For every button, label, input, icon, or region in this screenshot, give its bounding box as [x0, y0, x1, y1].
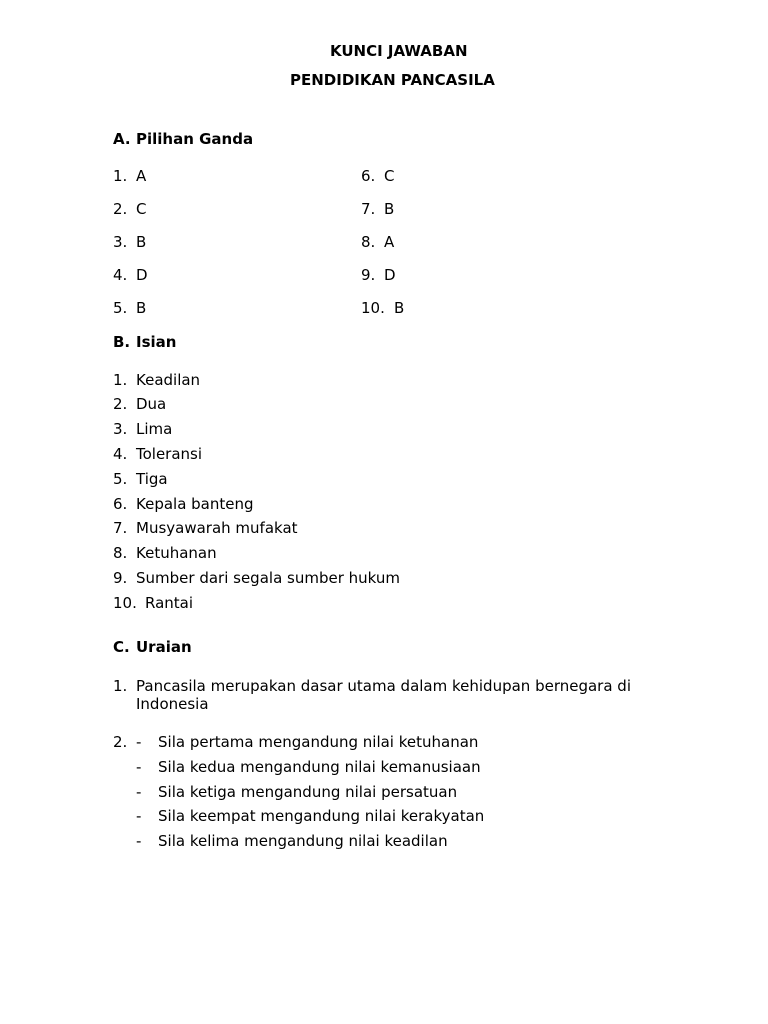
mc-answer: D [384, 266, 396, 284]
mc-number: 7. [361, 200, 376, 218]
mc-answer: B [136, 233, 147, 251]
mc-answer: C [136, 200, 147, 218]
list-number: 4. [113, 445, 128, 463]
list-item: Lima [136, 420, 173, 438]
list-number: 10. [113, 594, 137, 612]
list-item: Keadilan [136, 371, 201, 389]
mc-number: 4. [113, 266, 128, 284]
mc-number: 6. [361, 167, 376, 185]
bullet-dash: - [136, 832, 142, 850]
mc-answer: A [136, 167, 147, 185]
bullet-point: Sila keempat mengandung nilai kerakyatan [158, 807, 485, 825]
list-item: Dua [136, 395, 167, 413]
list-item: Musyawarah mufakat [136, 519, 298, 537]
section-b-heading: Isian [136, 333, 177, 351]
mc-answer: C [384, 167, 395, 185]
mc-answer: D [136, 266, 148, 284]
list-number: 7. [113, 519, 128, 537]
mc-answer: A [384, 233, 395, 251]
mc-answer: B [384, 200, 395, 218]
bullet-dash: - [136, 807, 142, 825]
list-number: 8. [113, 544, 128, 562]
list-number: 5. [113, 470, 128, 488]
essay-answer-line: Indonesia [136, 695, 209, 713]
bullet-dash: - [136, 758, 142, 776]
bullet-dash: - [136, 733, 142, 751]
list-item: Rantai [145, 594, 194, 612]
mc-number: 9. [361, 266, 376, 284]
list-item: Kepala banteng [136, 495, 254, 513]
bullet-point: Sila kelima mengandung nilai keadilan [158, 832, 448, 850]
list-number: 6. [113, 495, 128, 513]
list-item: Sumber dari segala sumber hukum [136, 569, 401, 587]
section-b-marker: B. [113, 333, 131, 351]
mc-number: 5. [113, 299, 128, 317]
section-a-marker: A. [113, 130, 131, 148]
mc-answer: B [394, 299, 405, 317]
section-c-marker: C. [113, 638, 130, 656]
mc-number: 1. [113, 167, 128, 185]
list-number: 9. [113, 569, 128, 587]
mc-number: 3. [113, 233, 128, 251]
list-item: Tiga [136, 470, 168, 488]
bullet-point: Sila pertama mengandung nilai ketuhanan [158, 733, 479, 751]
mc-number: 10. [361, 299, 385, 317]
mc-answer: B [136, 299, 147, 317]
section-c-heading: Uraian [136, 638, 192, 656]
bullet-point: Sila ketiga mengandung nilai persatuan [158, 783, 458, 801]
mc-number: 2. [113, 200, 128, 218]
section-a-heading: Pilihan Ganda [136, 130, 254, 148]
document-title: KUNCI JAWABAN [330, 42, 468, 60]
list-item: Ketuhanan [136, 544, 217, 562]
document-subtitle: PENDIDIKAN PANCASILA [290, 71, 495, 89]
essay-answer-line: Pancasila merupakan dasar utama dalam kehidupan bernegara di [136, 677, 631, 695]
list-item: Toleransi [136, 445, 203, 463]
list-number: 3. [113, 420, 128, 438]
bullet-point: Sila kedua mengandung nilai kemanusiaan [158, 758, 481, 776]
list-number: 1. [113, 677, 128, 695]
mc-number: 8. [361, 233, 376, 251]
bullet-dash: - [136, 783, 142, 801]
list-number: 1. [113, 371, 128, 389]
list-number: 2. [113, 733, 128, 751]
list-number: 2. [113, 395, 128, 413]
